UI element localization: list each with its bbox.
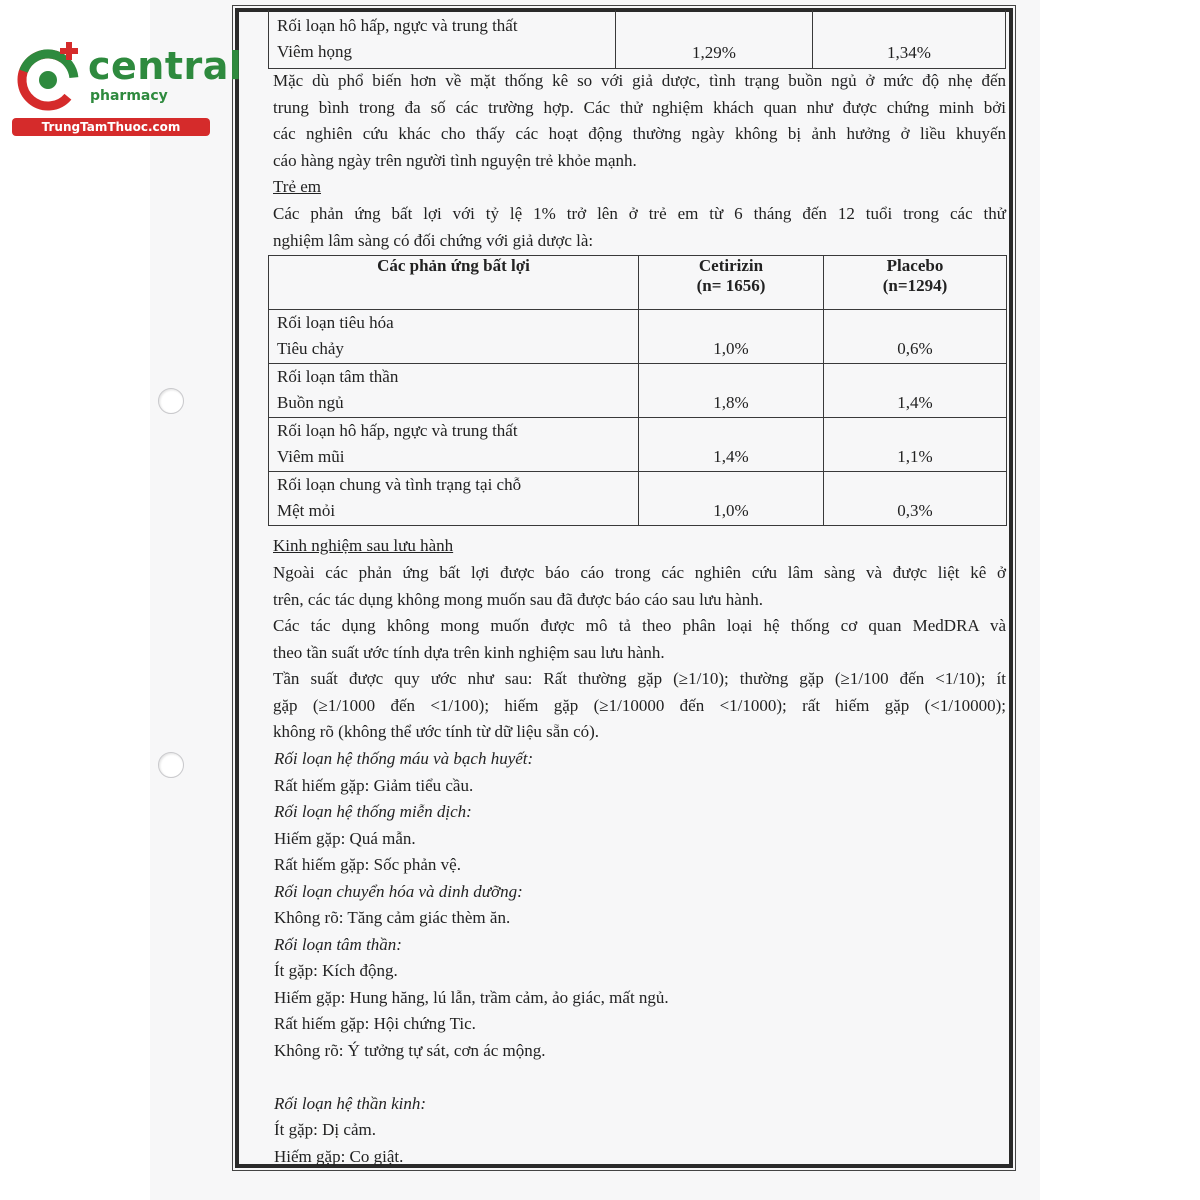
cetirizin-value: 1,4%	[713, 447, 749, 466]
row-group: Rối loạn chung và tình trạng tại chỗ	[277, 475, 522, 494]
paragraph	[273, 201, 1006, 254]
frequency-line: Rất hiếm gặp: Sốc phản vệ.	[274, 855, 461, 874]
top-table	[268, 10, 1006, 69]
cetirizin-value: 1,29%	[692, 43, 736, 62]
header-cetirizin-n: (n= 1656)	[696, 276, 766, 295]
text-line: Các tác dụng không mong muốn được mô tả theo phân loại hệ thống cơ quan MedDRA và	[273, 616, 1006, 635]
frequency-line: Rất hiếm gặp: Hội chứng Tic.	[274, 1014, 476, 1033]
table-row	[269, 10, 1006, 68]
row-group: Rối loạn tâm thần	[277, 367, 399, 386]
table-row	[269, 418, 1007, 472]
adverse-reactions-table	[268, 255, 1007, 526]
text-line: Tần suất được quy ước như sau: Rất thường gặp (≥1/10); thường gặp (≥1/100 đến <1/10); ít	[273, 669, 1006, 688]
text-line: nghiệm lâm sàng có đối chứng với giả dược là:	[273, 230, 594, 250]
header-reactions: Các phản ứng bất lợi	[377, 256, 530, 275]
table-cell	[269, 310, 639, 364]
header-cell	[639, 256, 824, 310]
table-row	[269, 472, 1007, 526]
table-cell	[824, 364, 1007, 418]
table-cell	[639, 364, 824, 418]
section-heading: Rối loạn hệ thống máu và bạch huyết:	[274, 749, 534, 768]
punch-hole	[158, 752, 184, 778]
header-cetirizin: Cetirizin	[698, 256, 764, 275]
table-row	[269, 310, 1007, 364]
logo-subtitle: pharmacy	[90, 88, 168, 104]
section-heading: Rối loạn chuyển hóa và dinh dưỡng:	[274, 881, 523, 901]
frequency-line: Hiếm gặp: Quá mẫn.	[274, 828, 416, 848]
section-heading-postmarket: Kinh nghiệm sau lưu hành	[273, 536, 454, 555]
text-line: Ngoài các phản ứng bất lợi được báo cáo trong các nghiên cứu lâm sàng và được liệt kê ở	[273, 563, 1006, 582]
frequency-line: Không rõ: Ý tưởng tự sát, cơn ác mộng.	[274, 1040, 546, 1060]
text-line: cáo hàng ngày trên người tình nguyện trẻ khỏe mạnh.	[273, 150, 637, 170]
table-cell	[269, 364, 639, 418]
header-placebo-n: (n=1294)	[882, 276, 948, 295]
row-item: Buồn ngủ	[277, 393, 344, 412]
paragraph	[273, 560, 1006, 746]
header-placebo: Placebo	[886, 256, 944, 275]
text-line: Các phản ứng bất lợi với tỷ lệ 1% trở lên ở trẻ em từ 6 tháng đến 12 tuổi trong các thử	[273, 204, 1006, 223]
table-cell	[639, 472, 824, 526]
row-item: Viêm họng	[277, 42, 352, 61]
frequency-line: Không rõ: Tăng cảm giác thèm ăn.	[274, 908, 511, 927]
row-group: Rối loạn hô hấp, ngực và trung thất	[277, 16, 518, 35]
cetirizin-value: 1,0%	[713, 339, 749, 358]
table-row	[269, 364, 1007, 418]
frequency-line: Hiếm gặp: Co giật.	[274, 1146, 404, 1166]
text-line: trung bình trong đa số các trường hợp. Các thử nghiệm khách quan như được chứng minh bởi	[273, 97, 1006, 117]
logo-mark-icon	[10, 38, 90, 118]
section-heading: Rối loạn tâm thần:	[274, 934, 402, 954]
table-cell	[813, 10, 1006, 68]
table-cell	[824, 472, 1007, 526]
row-group: Rối loạn hô hấp, ngực và trung thất	[277, 421, 518, 440]
placebo-value: 1,4%	[897, 393, 933, 412]
table-cell	[616, 10, 813, 68]
paragraph	[273, 68, 1006, 174]
table-header-row	[269, 256, 1007, 310]
cetirizin-value: 1,0%	[713, 501, 749, 520]
table-cell	[269, 418, 639, 472]
frequency-line: Hiếm gặp: Hung hăng, lú lẫn, trầm cảm, ảo giác, mất ngủ.	[274, 987, 669, 1007]
table-cell	[269, 10, 616, 68]
table-cell	[639, 418, 824, 472]
header-cell	[824, 256, 1007, 310]
table-cell	[639, 310, 824, 364]
header-cell	[269, 256, 639, 310]
section-heading-children: Trẻ em	[273, 177, 322, 196]
logo-banner[interactable]: TrungTamThuoc.com	[12, 118, 210, 136]
punch-hole	[158, 388, 184, 414]
section-heading: Rối loạn hệ thần kinh:	[274, 1093, 427, 1113]
table-cell	[824, 310, 1007, 364]
table-cell	[269, 472, 639, 526]
logo-brand: central	[88, 44, 243, 88]
text-line: Mặc dù phổ biến hơn về mặt thống kê so với giả dược, tình trạng buồn ngủ ở mức độ nhẹ đến	[273, 71, 1006, 90]
placebo-value: 1,1%	[897, 447, 933, 466]
frequency-line: Ít gặp: Dị cảm.	[274, 1120, 376, 1139]
text-line: gặp (≥1/1000 đến <1/100); hiếm gặp (≥1/10000 đến <1/1000); rất hiếm gặp (<1/10000);	[273, 695, 1006, 715]
placebo-value: 0,6%	[897, 339, 933, 358]
text-line: không rõ (không thể ước tính từ dữ liệu sẵn có).	[273, 722, 600, 741]
frequency-line: Rất hiếm gặp: Giảm tiểu cầu.	[274, 775, 474, 795]
text-line: trên, các tác dụng không mong muốn sau đã được báo cáo sau lưu hành.	[273, 589, 764, 609]
row-group: Rối loạn tiêu hóa	[277, 313, 394, 332]
frequency-line: Ít gặp: Kích động.	[274, 961, 398, 980]
central-pharmacy-logo[interactable]	[0, 30, 243, 140]
row-item: Tiêu chảy	[277, 339, 344, 358]
placebo-value: 0,3%	[897, 501, 933, 520]
text-line: các nghiên cứu khác cho thấy các hoạt động thường ngày không bị ảnh hưởng ở liều khuyến	[273, 124, 1006, 143]
section-heading: Rối loạn hệ thống miễn dịch:	[274, 802, 472, 821]
placebo-value: 1,34%	[887, 43, 931, 62]
text-line: theo tần suất ước tính dựa trên kinh nghiệm sau lưu hành.	[273, 642, 665, 662]
table-cell	[824, 418, 1007, 472]
cetirizin-value: 1,8%	[713, 393, 749, 412]
row-item: Mệt mỏi	[277, 501, 336, 520]
organ-sections	[274, 746, 669, 1170]
row-item: Viêm mũi	[277, 447, 345, 466]
